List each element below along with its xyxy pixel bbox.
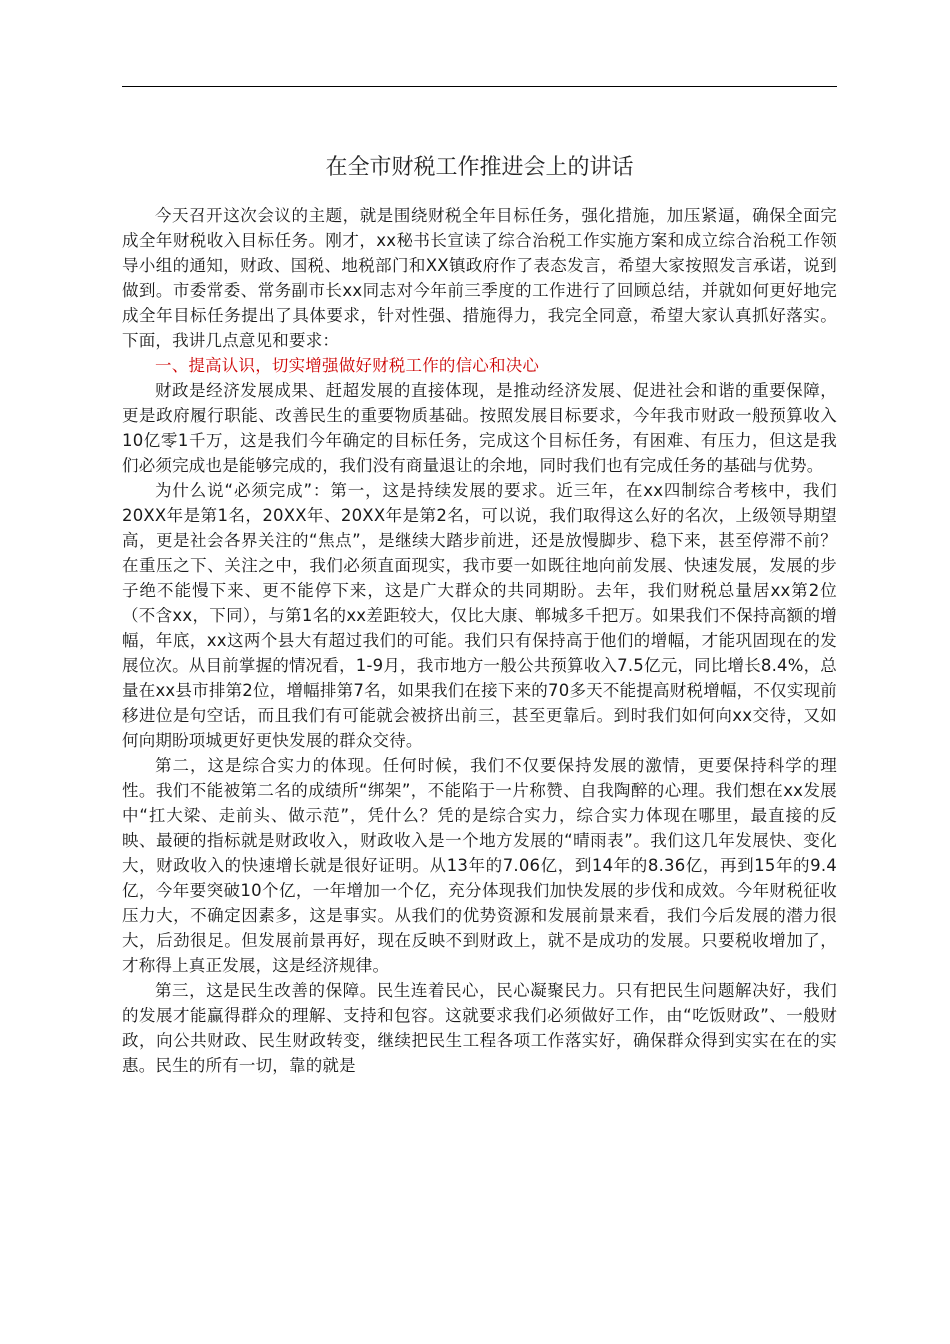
paragraph-finance-role: 财政是经济发展成果、赶超发展的直接体现，是推动经济发展、促进社会和谐的重要保障，更是政府履行职能、改善民生的重要物质基础。按照发展目标要求，今年我市财政一般预算收入10亿零1千万，这是我们今年确定的目标任务，完成这个目标任务，有困难、有压力，但这是我们必须完成也是能够完成的，我们没有商量退让的余地，同时我们也有完成任务的基础与优势。 [122, 381, 837, 475]
section-heading-1: 一、提高认识，切实增强做好财税工作的信心和决心 [155, 356, 540, 375]
header-rule [122, 86, 837, 87]
paragraph-reason-1: 为什么说“必须完成”：第一，这是持续发展的要求。近三年，在xx四制综合考核中，我们20XX年是第1名，20XX年、20XX年是第2名，可以说，我们取得这么好的名次，上级领导期望高，更是社会各界关注的“焦点”，是继续大踏步前进，还是放慢脚步、稳下来，甚至停滞不前？在重压之下、关注之中，我们必须直面现实，我市要一如既往地向前发展、快速发展，发展的步子绝不能慢下来、更不能停下来，这是广大群众的共同期盼。去年，我们财税总量居xx第2位（不含xx，下同），与第1名的xx差距较大，仅比大康、郸城多千把万。如果我们不保持高额的增幅，年底，xx这两个县大有超过我们的可能。我们只有保持高于他们的增幅，才能巩固现在的发展位次。从目前掌握的情况看，1-9月，我市地方一般公共预算收入7.5亿元，同比增长8.4%，总量在xx县市排第2位，增幅排第7名，如果我们在接下来的70多天不能提高财税增幅，不仅实现前移进位是句空话，而且我们有可能就会被挤出前三，甚至更靠后。到时我们如何向xx交待，又如何向期盼项城更好更快发展的群众交待。 [122, 481, 838, 750]
paragraph-reason-3: 第三，这是民生改善的保障。民生连着民心，民心凝聚民力。只有把民生问题解决好，我们的发展才能赢得群众的理解、支持和包容。这就要求我们必须做好工作，由“吃饭财政”、一般财政，向公共财政、民生财政转变，继续把民生工程各项工作落实好，确保群众得到实实在在的实惠。民生的所有一切，靠的就是 [122, 981, 837, 1075]
paragraph-intro: 今天召开这次会议的主题，就是围绕财税全年目标任务，强化措施，加压紧逼，确保全面完成全年财税收入目标任务。刚才，xx秘书长宣读了综合治税工作实施方案和成立综合治税工作领导小组的通知，财政、国税、地税部门和XX镇政府作了表态发言，希望大家按照发言承诺，说到做到。市委常委、常务副市长xx同志对今年前三季度的工作进行了回顾总结，并就如何更好地完成全年目标任务提出了具体要求，针对性强、措施得力，我完全同意，希望大家认真抓好落实。下面，我讲几点意见和要求： [122, 206, 837, 350]
paragraph-reason-2: 第二，这是综合实力的体现。任何时候，我们不仅要保持发展的激情，更要保持科学的理性。我们不能被第二名的成绩所“绑架”，不能陷于一片称赞、自我陶醉的心理。我们想在xx发展中“扛大梁、走前头、做示范”，凭什么？凭的是综合实力，综合实力体现在哪里，最直接的反映、最硬的指标就是财政收入，财政收入是一个地方发展的“晴雨表”。我们这几年发展快、变化大，财政收入的快速增长就是很好证明。从13年的7.06亿，到14年的8.36亿，再到15年的9.4亿，今年要突破10个亿，一年增加一个亿，充分体现我们加快发展的步伐和成效。今年财税征收压力大，不确定因素多，这是事实。从我们的优势资源和发展前景来看，我们今后发展的潜力很大，后劲很足。但发展前景再好，现在反映不到财政上，就不是成功的发展。只要税收增加了，才称得上真正发展，这是经济规律。 [122, 756, 837, 975]
document-title: 在全市财税工作推进会上的讲话 [325, 155, 634, 180]
document-body [122, 203, 837, 1078]
